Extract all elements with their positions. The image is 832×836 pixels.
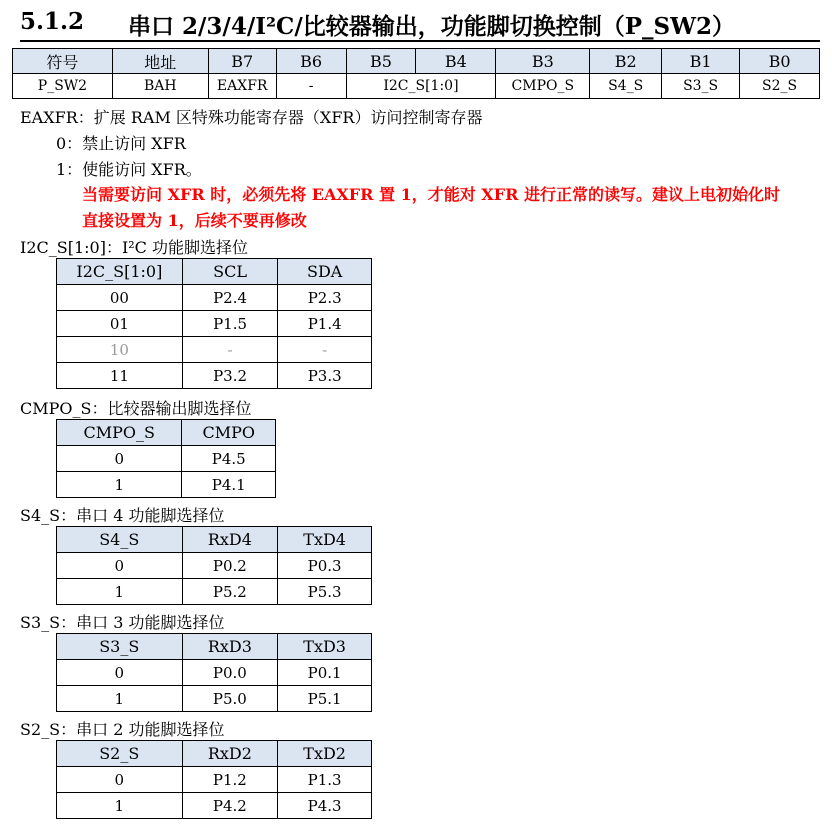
header-cell: B1: [662, 49, 740, 74]
table-cell: P5.0: [182, 686, 278, 712]
table-row: [57, 311, 372, 337]
register-table: [12, 48, 820, 99]
table-cell: 1: [57, 472, 182, 498]
table-row: [57, 793, 372, 819]
table-cell: 00: [57, 285, 183, 311]
header-cell: 地址: [112, 49, 208, 74]
table-cell: P0.2: [182, 553, 278, 579]
table-row: [57, 686, 372, 712]
table-cell: 0: [57, 660, 183, 686]
header-cell: CMPO: [182, 420, 276, 446]
bit-b6: -: [276, 74, 346, 99]
i2c-label: I2C_S[1:0]：I²C 功能脚选择位: [20, 238, 249, 257]
table-cell: 1: [57, 686, 183, 712]
eaxfr-warning-line-1: 当需要访问 XFR 时，必须先将 EAXFR 置 1，才能对 XFR 进行正常的读写。建议上电初始化时: [82, 185, 780, 204]
table-row: [57, 363, 372, 389]
table-cell: P1.4: [278, 311, 372, 337]
register-address: BAH: [112, 74, 208, 99]
header-cell: S4_S: [57, 527, 183, 553]
header-cell: RxD3: [182, 634, 278, 660]
table-cell: P3.2: [182, 363, 278, 389]
table-cell: P4.1: [182, 472, 276, 498]
table-cell: P2.4: [182, 285, 278, 311]
eaxfr-option-0: 0：禁止访问 XFR: [56, 134, 186, 153]
table-header-row: [57, 420, 276, 446]
bit-b7: EAXFR: [208, 74, 276, 99]
table-header-row: [57, 259, 372, 285]
s4-label: S4_S：串口 4 功能脚选择位: [20, 506, 225, 525]
table-cell: -: [182, 337, 278, 363]
header-cell: TxD3: [278, 634, 372, 660]
table-cell: P1.2: [182, 767, 278, 793]
s2-label: S2_S：串口 2 功能脚选择位: [20, 720, 225, 739]
header-cell: B3: [496, 49, 590, 74]
header-cell: SCL: [182, 259, 278, 285]
header-cell: B7: [208, 49, 276, 74]
section-heading: [20, 6, 820, 42]
header-cell: B4: [416, 49, 496, 74]
s2-table: [56, 740, 372, 819]
header-cell: SDA: [278, 259, 372, 285]
table-cell: P0.1: [278, 660, 372, 686]
table-row: [57, 337, 372, 363]
table-row: [57, 660, 372, 686]
header-cell: RxD4: [182, 527, 278, 553]
table-row: [57, 446, 276, 472]
s4-table: [56, 526, 372, 605]
register-symbol: P_SW2: [13, 74, 113, 99]
table-row: [57, 472, 276, 498]
s3-table: [56, 633, 372, 712]
table-cell: P0.0: [182, 660, 278, 686]
table-cell: P1.3: [278, 767, 372, 793]
table-cell: 0: [57, 767, 183, 793]
table-cell: 0: [57, 446, 182, 472]
section-title: 串口 2/3/4/I²C/比较器输出，功能脚切换控制（P_SW2）: [128, 13, 735, 40]
table-cell: 0: [57, 553, 183, 579]
table-row: [57, 285, 372, 311]
header-cell: TxD2: [278, 741, 372, 767]
bit-b5-b4: I2C_S[1:0]: [346, 74, 496, 99]
header-cell: S3_S: [57, 634, 183, 660]
i2c-table: [56, 258, 372, 389]
table-cell: 1: [57, 793, 183, 819]
table-header-row: [57, 741, 372, 767]
table-cell: P3.3: [278, 363, 372, 389]
eaxfr-description: EAXFR：扩展 RAM 区特殊功能寄存器（XFR）访问控制寄存器: [20, 108, 483, 127]
table-cell: P5.2: [182, 579, 278, 605]
table-cell: -: [278, 337, 372, 363]
eaxfr-option-1: 1：使能访问 XFR。: [56, 160, 202, 179]
table-row: [57, 553, 372, 579]
table-cell: 01: [57, 311, 183, 337]
bit-b2: S4_S: [590, 74, 662, 99]
eaxfr-warning-line-2: 直接设置为 1，后续不要再修改: [82, 211, 307, 230]
cmpo-table: [56, 419, 276, 498]
table-cell: P1.5: [182, 311, 278, 337]
header-cell: B6: [276, 49, 346, 74]
register-row: [13, 74, 820, 99]
section-number: 5.1.2: [20, 8, 85, 35]
header-cell: B5: [346, 49, 416, 74]
table-cell: 11: [57, 363, 183, 389]
bit-b1: S3_S: [662, 74, 740, 99]
table-row: [57, 767, 372, 793]
table-cell: P4.2: [182, 793, 278, 819]
table-cell: P4.5: [182, 446, 276, 472]
table-header-row: [57, 634, 372, 660]
header-cell: I2C_S[1:0]: [57, 259, 183, 285]
table-cell: P4.3: [278, 793, 372, 819]
bit-b0: S2_S: [740, 74, 820, 99]
header-cell: RxD2: [182, 741, 278, 767]
table-cell: 10: [57, 337, 183, 363]
table-cell: P5.1: [278, 686, 372, 712]
header-cell: TxD4: [278, 527, 372, 553]
table-cell: P2.3: [278, 285, 372, 311]
bit-b3: CMPO_S: [496, 74, 590, 99]
table-cell: 1: [57, 579, 183, 605]
header-cell: B0: [740, 49, 820, 74]
s3-label: S3_S：串口 3 功能脚选择位: [20, 613, 225, 632]
header-cell: S2_S: [57, 741, 183, 767]
cmpo-label: CMPO_S：比较器输出脚选择位: [20, 399, 252, 418]
table-row: [57, 579, 372, 605]
header-cell: CMPO_S: [57, 420, 182, 446]
table-cell: P5.3: [278, 579, 372, 605]
table-cell: P0.3: [278, 553, 372, 579]
register-header-row: [13, 49, 820, 74]
table-header-row: [57, 527, 372, 553]
header-cell: 符号: [13, 49, 113, 74]
header-cell: B2: [590, 49, 662, 74]
